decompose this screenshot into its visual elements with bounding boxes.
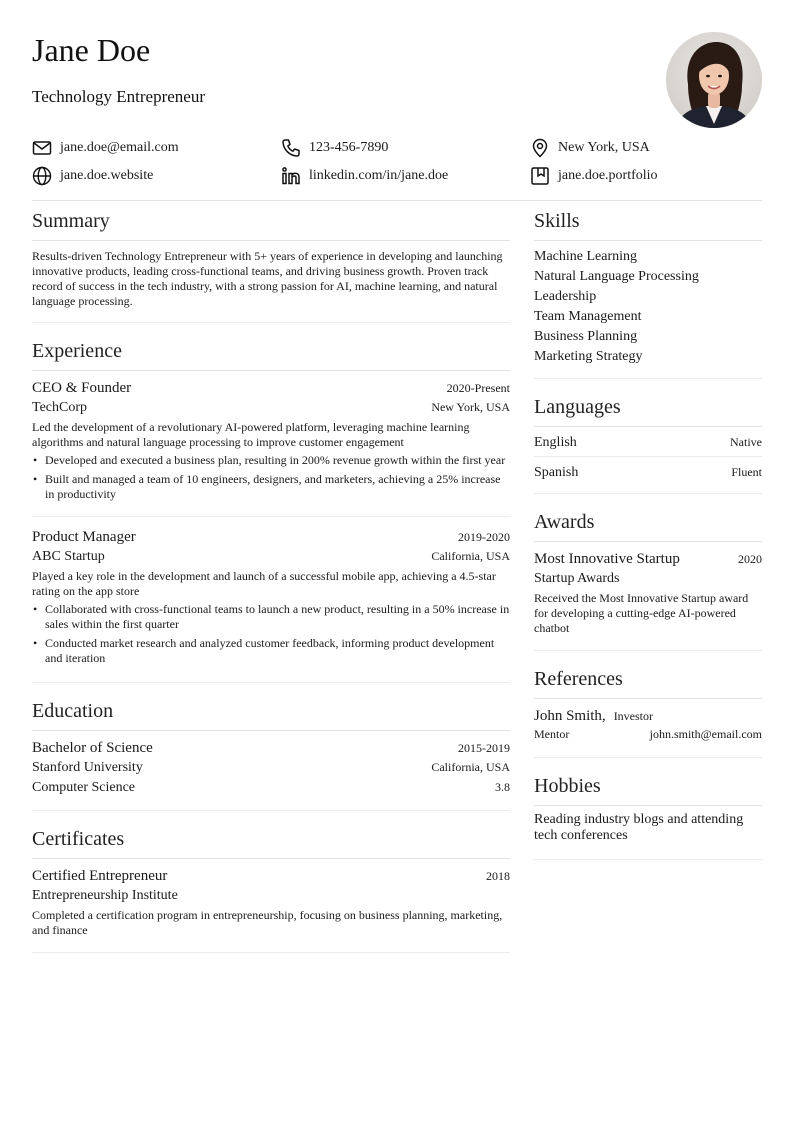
phone-icon [281,138,301,158]
skill-item: Team Management [534,309,642,324]
gpa: 3.8 [495,780,510,794]
header-divider [32,200,762,201]
list-item: • Conducted market research and analyzed customer feedback, informing product development and iteration [32,636,510,666]
job-title: Product Manager [32,529,136,545]
avatar [666,32,762,128]
skill-item: Business Planning [534,329,638,344]
skills-title: Skills [534,207,762,241]
reference-relation: Investor [613,709,654,723]
job-date: 2019-2020 [458,530,510,544]
job-description: Played a key role in the development and launch of a successful mobile app, achieving a 4.5-star rating on the app store [32,569,496,598]
certificates-section [32,825,510,953]
job-location: New York, USA [431,400,510,414]
skills-section [534,207,762,379]
person-name: Jane Doe [32,32,151,68]
award-name: Most Innovative Startup [534,551,680,567]
language-name: Spanish [534,465,579,480]
company-name: ABC Startup [32,549,105,564]
experience-title: Experience [32,337,510,371]
list-item: • Built and managed a team of 10 engineers, designers, and marketers, achieving a 25% increase in productivity [32,472,510,502]
main-column [32,207,510,953]
awards-section [534,508,762,651]
job-location: California, USA [431,549,510,563]
skill-item: Marketing Strategy [534,349,643,364]
experience-item [32,517,510,683]
contact-location: New York, USA [530,138,650,158]
reference-email[interactable]: john.smith@email.com [649,727,762,741]
person-title: Technology Entrepreneur [32,87,205,106]
summary-title: Summary [32,207,510,241]
experience-section [32,337,510,683]
achievement-list [32,602,510,666]
hobbies-section [534,772,762,860]
skill-item: Machine Learning [534,249,638,264]
certificate-year: 2018 [486,869,510,883]
company-name: TechCorp [32,400,88,415]
linkedin-icon [281,166,301,186]
language-row [534,456,762,485]
contact-website[interactable]: jane.doe.website [32,166,281,186]
reference-role: Mentor [534,727,570,741]
field-of-study: Computer Science [32,780,136,795]
school-name: Stanford University [32,760,143,775]
certificate-issuer: Entrepreneurship Institute [32,888,178,903]
degree: Bachelor of Science [32,740,153,756]
language-row [534,427,762,456]
certificate-description: Completed a certification program in entrepreneurship, focusing on business planning, marketing, and finance [32,908,503,937]
job-date: 2020-Present [446,381,510,395]
summary-text: Results-driven Technology Entrepreneur with 5+ years of experience in developing and launching innovative products, leading cross-functional teams, and driving business growth. Proven track record of success in the tech industry, with a strong passion for AI, machine learning, and natural language processing. [32,249,503,308]
location-pin-icon [530,138,550,158]
award-issuer: Startup Awards [534,571,620,586]
skill-item: Leadership [534,289,597,304]
award-year: 2020 [738,552,762,566]
contact-linkedin[interactable]: linkedin.com/in/jane.doe [281,166,530,186]
education-section [32,697,510,811]
contact-portfolio[interactable]: jane.doe.portfolio [530,166,658,186]
education-title: Education [32,697,510,731]
languages-title: Languages [534,393,762,427]
certificate-name: Certified Entrepreneur [32,868,168,884]
achievement-list [32,453,510,502]
contact-phone[interactable]: 123-456-7890 [281,138,530,158]
school-location: California, USA [431,760,510,774]
language-level: Fluent [731,465,762,479]
summary-section [32,207,510,323]
job-title: CEO & Founder [32,380,132,396]
contact-email[interactable]: jane.doe@email.com [32,138,281,158]
awards-title: Awards [534,508,762,542]
bookmark-icon [530,166,550,186]
award-description: Received the Most Innovative Startup award for developing a cutting-edge AI-powered chatbot [534,591,749,635]
languages-section [534,393,762,494]
hobbies-title: Hobbies [534,772,762,806]
mail-icon [32,138,52,158]
list-item: • Collaborated with cross-functional teams to launch a new product, resulting in a 50% increase in sales within the first quarter [32,602,510,632]
references-section [534,665,762,758]
contact-info [32,134,772,190]
references-title: References [534,665,762,699]
certificates-title: Certificates [32,825,510,859]
experience-item [32,371,510,517]
skill-item: Natural Language Processing [534,269,699,284]
side-column [534,207,762,860]
job-description: Led the development of a revolutionary AI-powered platform, leveraging machine learning algorithms and natural language processing to improve customer engagement [32,420,470,449]
list-item: • Developed and executed a business plan, resulting in 200% revenue growth within the first year [32,453,510,468]
hobbies-text: Reading industry blogs and attending tech conferences [534,812,744,843]
reference-name: John Smith, [534,708,606,724]
language-name: English [534,435,577,450]
education-date: 2015-2019 [458,741,510,755]
resume-header [32,30,762,130]
language-level: Native [730,435,762,449]
globe-icon [32,166,52,186]
